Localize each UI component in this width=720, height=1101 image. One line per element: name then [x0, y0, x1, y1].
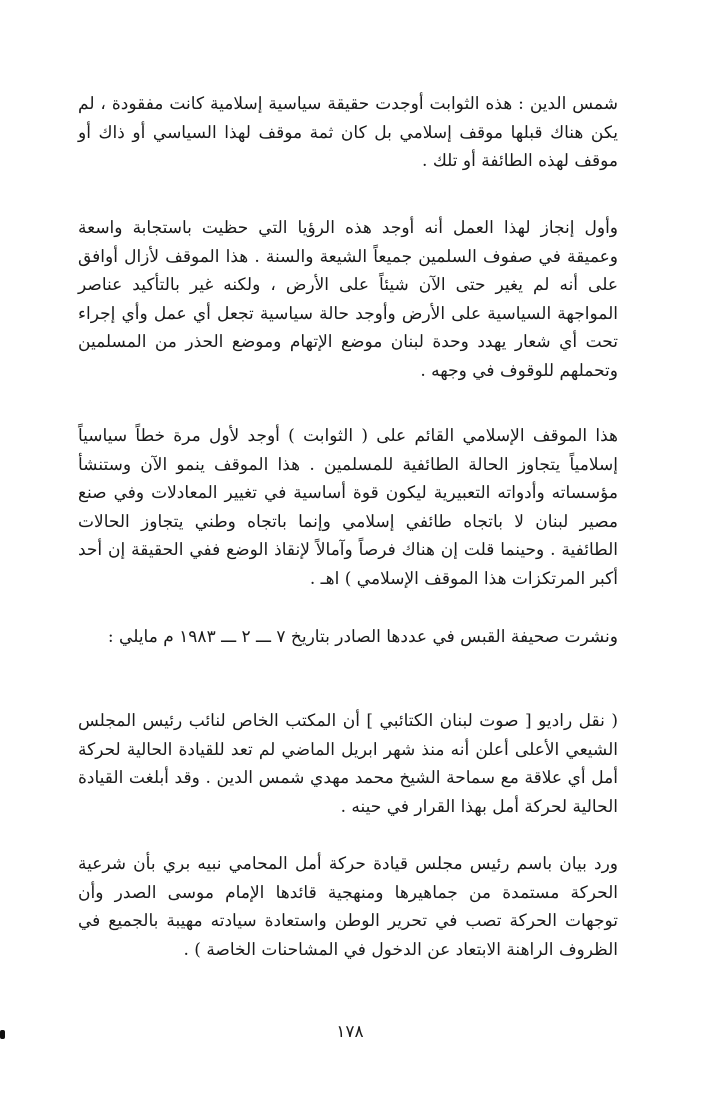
paragraph-6: [78, 850, 618, 964]
scan-edge-mark: [0, 1030, 5, 1039]
paragraph-text: ونشرت صحيفة القبس في عددها الصادر بتاريخ ٧ ـــ ٢ ـــ ١٩٨٣ م مايلي :: [107, 627, 618, 647]
paragraph-5: [78, 707, 618, 821]
paragraph-4: [78, 623, 618, 652]
paragraph-text: شمس الدين : هذه الثوابت أوجدت حقيقة سياسية إسلامية كانت مفقودة ، لم يكن هناك قبلها موقف إسلامي بل كان ثمة موقف لهذا السياسي أو ذاك أو موقف لهذه الطائفة أو تلك .: [78, 94, 618, 172]
page-number: ١٧٨: [336, 1022, 364, 1042]
paragraph-3: [78, 422, 618, 594]
paragraph-1: [78, 90, 618, 176]
paragraph-text: هذا الموقف الإسلامي القائم على ( الثوابت ) أوجد لأول مرة خطاً سياسياً إسلامياً يتجاوز الحالة الطائفية للمسلمين . هذا الموقف ينمو الآن وستنشأ مؤسساته وأدواته التعبيرية ليكون قوة أساسية في تغيير المعادلات وفي صنع مصير لبنان لا باتجاه طائفي إسلامي وإنما باتجاه وطني يتجاوز الحالات الطائفية . وحينما قلت إن هناك فرصاً وآمالاً لإنقاذ الوضع ففي الحقيقة إن أحد أكبر المرتكزات هذا الموقف الإسلامي ) اهـ .: [78, 426, 618, 589]
paragraph-text: وأول إنجاز لهذا العمل أنه أوجد هذه الرؤيا التي حظيت باستجابة واسعة وعميقة في صفوف السلمين جميعاً الشيعة والسنة . هذا الموقف لأزال أوافق على أنه لم يغير حتى الآن شيئاً على الأرض ، ولكنه غير بالتأكيد عناصر المواجهة السياسية على الأرض وأوجد حالة سياسية تجعل أي عمل وأي إجراء تحت أي شعار يهدد وحدة لبنان موضع الإتهام وموضع الحذر من المسلمين وتحملهم للوقوف في وجهه .: [78, 218, 618, 381]
paragraph-text: ورد بيان باسم رئيس مجلس قيادة حركة أمل المحامي نبيه بري بأن شرعية الحركة مستمدة من جماهيرها ومنهجية قائدها الإمام موسى الصدر وأن توجهات الحركة تصب في تحرير الوطن واستعادة سيادته مهيبة بالجميع في الظروف الراهنة الابتعاد عن الدخول في المشاحنات الخاصة ) .: [78, 854, 618, 960]
paragraph-text: ( نقل راديو [ صوت لبنان الكتائبي ] أن المكتب الخاص لنائب رئيس المجلس الشيعي الأعلى أعلن أنه منذ شهر ابريل الماضي لم تعد للقيادة الحالية لحركة أمل أي علاقة مع سماحة الشيخ محمد مهدي شمس الدين . وقد أبلغت القيادة الحالية لحركة أمل بهذا القرار في حينه .: [78, 711, 618, 817]
paragraph-2: [78, 214, 618, 386]
